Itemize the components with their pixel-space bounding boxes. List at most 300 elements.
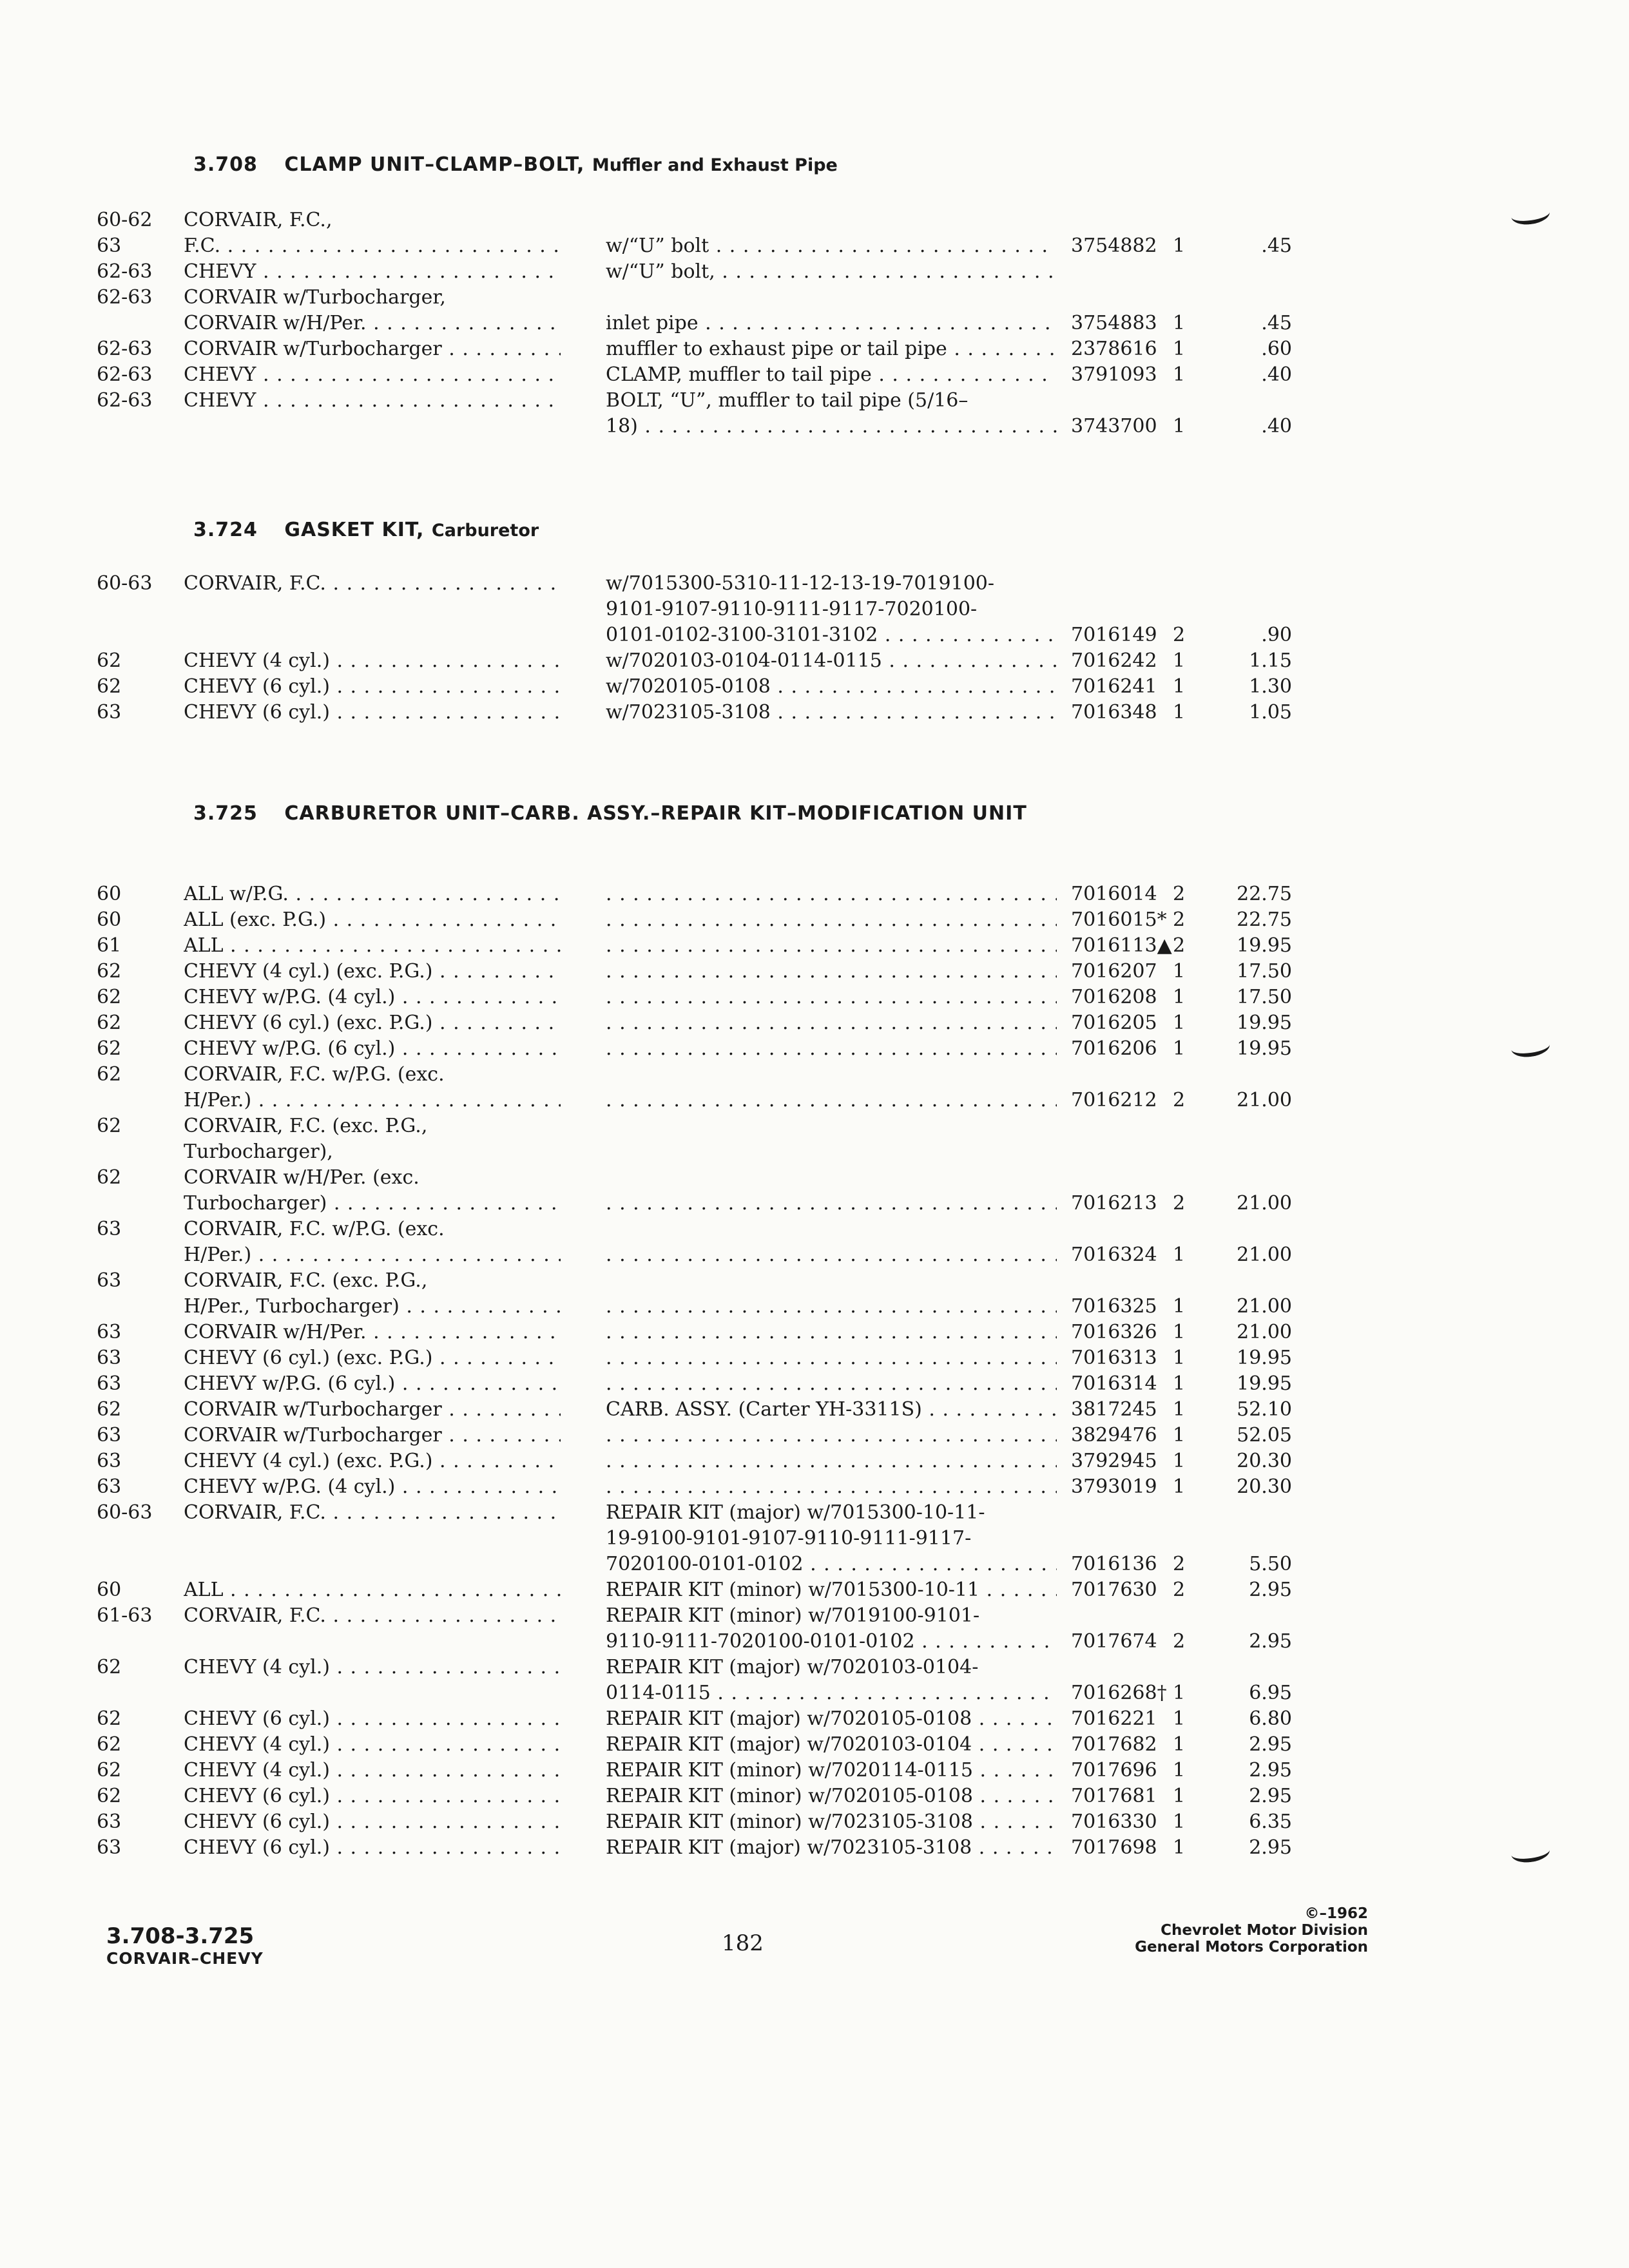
part-number: 7016206 <box>1071 1037 1157 1060</box>
part-description <box>606 1242 1057 1268</box>
table-row <box>0 1809 1629 1835</box>
model-year: 62 <box>97 986 122 1008</box>
model-year: 62-63 <box>97 338 153 360</box>
section-heading: GASKET KIT, <box>284 519 425 541</box>
model-year: 62 <box>97 960 122 983</box>
part-number: 7016212 <box>1071 1089 1157 1111</box>
price: 21.00 <box>1237 1244 1292 1266</box>
section-rows-3724 <box>0 571 1629 726</box>
quantity: 1 <box>1173 1811 1186 1833</box>
part-description: REPAIR KIT (minor) w/7019100-9101- <box>606 1604 980 1627</box>
applicable-model: CORVAIR, F.C. w/P.G. (exc. <box>184 1063 445 1086</box>
applicable-model: CORVAIR, F.C. . . . <box>184 1603 561 1629</box>
quantity: 1 <box>1173 363 1186 386</box>
table-row <box>0 362 1629 388</box>
part-number: 7017696 <box>1071 1759 1157 1782</box>
table-row <box>0 1474 1629 1500</box>
table-row <box>0 1423 1629 1448</box>
quantity: 1 <box>1173 415 1186 437</box>
section-subheading: Carburetor <box>431 521 539 541</box>
part-number: 3829476 <box>1071 1424 1157 1446</box>
part-number: 7017630 <box>1071 1579 1157 1601</box>
part-description <box>606 1448 1057 1474</box>
applicable-model: CHEVY (6 cyl.) . . . <box>184 1706 561 1732</box>
table-row <box>0 388 1629 439</box>
price: 19.95 <box>1237 1372 1292 1395</box>
model-year: 60-63 <box>97 1501 153 1524</box>
applicable-model: CHEVY (6 cyl.) (exc. P.G.) . . . <box>184 1345 561 1371</box>
section-title-3708 <box>193 153 838 176</box>
part-number: 7016113▲ <box>1071 934 1172 957</box>
section-subheading: Muffler and Exhaust Pipe <box>592 155 838 175</box>
table-row <box>0 233 1629 259</box>
table-row <box>0 259 1629 285</box>
quantity: 2 <box>1173 1192 1186 1215</box>
quantity: 1 <box>1173 1398 1186 1421</box>
price: .45 <box>1261 312 1292 334</box>
price: 21.00 <box>1237 1295 1292 1318</box>
model-year: 63 <box>97 1424 122 1446</box>
price: 19.95 <box>1237 1037 1292 1060</box>
applicable-model: CORVAIR, F.C. w/P.G. (exc. <box>184 1218 445 1240</box>
section-heading: CARBURETOR UNIT–CARB. ASSY.–REPAIR KIT–MODIFICATION UNIT <box>284 802 1027 825</box>
price: 17.50 <box>1237 986 1292 1008</box>
model-year: 61 <box>97 934 122 957</box>
copyright-notice: ©–1962 <box>1304 1905 1368 1922</box>
part-number: 7016324 <box>1071 1244 1157 1266</box>
price: 20.30 <box>1237 1450 1292 1472</box>
price: 1.15 <box>1249 649 1292 672</box>
quantity: 2 <box>1173 883 1186 905</box>
price: 1.05 <box>1249 701 1292 724</box>
table-row <box>0 1706 1629 1732</box>
table-row <box>0 1732 1629 1758</box>
part-description: w/7020103-0104-0114-0115 . . . <box>606 648 1057 674</box>
price: 22.75 <box>1237 908 1292 931</box>
table-row <box>0 1320 1629 1345</box>
part-description <box>606 933 1057 959</box>
applicable-model: CHEVY (6 cyl.) . . . <box>184 1783 561 1809</box>
applicable-model: CORVAIR, F.C., <box>184 209 333 231</box>
model-year: 62 <box>97 1707 122 1730</box>
part-description: inlet pipe . . . <box>606 311 1057 336</box>
quantity: 2 <box>1173 624 1186 646</box>
quantity: 1 <box>1173 1836 1186 1859</box>
part-description <box>606 1268 1057 1294</box>
quantity: 1 <box>1173 1785 1186 1807</box>
quantity: 1 <box>1173 1707 1186 1730</box>
table-row <box>0 1345 1629 1371</box>
table-row <box>0 1603 1629 1655</box>
table-row <box>0 1216 1629 1268</box>
quantity: 2 <box>1173 934 1186 957</box>
part-description: 19-9100-9101-9107-9110-9111-9117- <box>606 1527 972 1550</box>
quantity: 1 <box>1173 312 1186 334</box>
model-year: 63 <box>97 1836 122 1859</box>
price: 2.95 <box>1249 1630 1292 1653</box>
model-year: 62-63 <box>97 363 153 386</box>
part-description <box>606 1294 1057 1320</box>
section-rows-3725 <box>0 881 1629 1861</box>
part-number: 7016242 <box>1071 649 1157 672</box>
part-description <box>606 1474 1057 1500</box>
applicable-model: ALL . . . <box>184 933 561 959</box>
model-year: 63 <box>97 1372 122 1395</box>
model-year: 60 <box>97 908 122 931</box>
part-number: 7016205 <box>1071 1012 1157 1034</box>
quantity: 1 <box>1173 1372 1186 1395</box>
part-description: REPAIR KIT (major) w/7020105-0108 . . . <box>606 1706 1057 1732</box>
part-description: REPAIR KIT (major) w/7020103-0104- <box>606 1656 979 1678</box>
price: 2.95 <box>1249 1579 1292 1601</box>
applicable-model: Turbocharger) . . . <box>184 1191 561 1216</box>
model-year: 62-63 <box>97 389 153 412</box>
model-year: 62 <box>97 1733 122 1756</box>
quantity: 2 <box>1173 1630 1186 1653</box>
table-row <box>0 1655 1629 1706</box>
section-number: 3.708 <box>193 153 258 176</box>
price: 2.95 <box>1249 1733 1292 1756</box>
part-description <box>606 1088 1057 1113</box>
table-row <box>0 1062 1629 1113</box>
model-year: 62 <box>97 1398 122 1421</box>
part-number: 3754882 <box>1071 235 1157 257</box>
part-number: 7016221 <box>1071 1707 1157 1730</box>
model-year: 63 <box>97 1269 122 1292</box>
part-description <box>606 1165 1057 1191</box>
applicable-model: CORVAIR, F.C. (exc. P.G., <box>184 1115 428 1137</box>
price: 19.95 <box>1237 1347 1292 1369</box>
table-row <box>0 959 1629 985</box>
table-row <box>0 1397 1629 1423</box>
price: 52.10 <box>1237 1398 1292 1421</box>
applicable-model: CORVAIR w/Turbocharger . . . <box>184 1397 561 1423</box>
model-year: 63 <box>97 1811 122 1833</box>
part-number: 7016325 <box>1071 1295 1157 1318</box>
section-number: 3.724 <box>193 519 258 541</box>
price: 19.95 <box>1237 934 1292 957</box>
table-row <box>0 336 1629 362</box>
table-row <box>0 207 1629 233</box>
footer-series: CORVAIR–CHEVY <box>106 1949 264 1968</box>
table-row <box>0 648 1629 674</box>
applicable-model: CORVAIR w/Turbocharger . . . <box>184 336 561 362</box>
part-number: 3793019 <box>1071 1475 1157 1498</box>
part-description: REPAIR KIT (minor) w/7023105-3108 . . . <box>606 1809 1057 1835</box>
applicable-model: H/Per.) . . . <box>184 1088 561 1113</box>
price: .60 <box>1261 338 1292 360</box>
quantity: 2 <box>1173 1089 1186 1111</box>
part-number: 7016207 <box>1071 960 1157 983</box>
part-number: 7016149 <box>1071 624 1157 646</box>
price: 2.95 <box>1249 1836 1292 1859</box>
applicable-model: ALL . . . <box>184 1577 561 1603</box>
model-year: 63 <box>97 1321 122 1343</box>
price: 19.95 <box>1237 1012 1292 1034</box>
applicable-model: CHEVY . . . <box>184 362 561 388</box>
applicable-model: CHEVY (4 cyl.) . . . <box>184 1732 561 1758</box>
part-description: CARB. ASSY. (Carter YH-3311S) . . . <box>606 1397 1057 1423</box>
part-number: 7016326 <box>1071 1321 1157 1343</box>
part-number: 7016268† <box>1071 1682 1167 1704</box>
price: 22.75 <box>1237 883 1292 905</box>
section-title-3724 <box>193 519 539 541</box>
part-number: 7016014 <box>1071 883 1157 905</box>
table-row <box>0 1577 1629 1603</box>
model-year: 62 <box>97 1166 122 1189</box>
part-description <box>606 985 1057 1010</box>
part-number: 3754883 <box>1071 312 1157 334</box>
model-year: 63 <box>97 1450 122 1472</box>
footer-right <box>1135 1905 1368 1956</box>
table-row <box>0 1758 1629 1783</box>
applicable-model: CORVAIR w/H/Per. (exc. <box>184 1166 419 1189</box>
table-row <box>0 985 1629 1010</box>
applicable-model: CHEVY w/P.G. (6 cyl.) . . . <box>184 1036 561 1062</box>
applicable-model: CORVAIR, F.C. . . . <box>184 1500 561 1526</box>
quantity: 1 <box>1173 1012 1186 1034</box>
quantity: 1 <box>1173 235 1186 257</box>
price: 1.30 <box>1249 675 1292 698</box>
quantity: 1 <box>1173 1475 1186 1498</box>
part-description <box>606 1036 1057 1062</box>
model-year: 62 <box>97 1785 122 1807</box>
applicable-model: CORVAIR w/H/Per. . . . <box>184 311 561 336</box>
quantity: 1 <box>1173 1037 1186 1060</box>
applicable-model: ALL (exc. P.G.) . . . <box>184 907 561 933</box>
quantity: 2 <box>1173 908 1186 931</box>
part-number: 7016313 <box>1071 1347 1157 1369</box>
applicable-model: CHEVY (4 cyl.) (exc. P.G.) . . . <box>184 959 561 985</box>
section-number: 3.725 <box>193 802 258 825</box>
model-year: 60 <box>97 883 122 905</box>
quantity: 1 <box>1173 1295 1186 1318</box>
quantity: 2 <box>1173 1579 1186 1601</box>
price: 52.05 <box>1237 1424 1292 1446</box>
model-year: 63 <box>97 1347 122 1369</box>
section-rows-3708 <box>0 207 1629 439</box>
price: 17.50 <box>1237 960 1292 983</box>
quantity: 1 <box>1173 1450 1186 1472</box>
table-row <box>0 1165 1629 1216</box>
quantity: 1 <box>1173 701 1186 724</box>
applicable-model: CHEVY (6 cyl.) . . . <box>184 1835 561 1861</box>
model-year: 62 <box>97 1115 122 1137</box>
part-description: REPAIR KIT (major) w/7023105-3108 . . . <box>606 1835 1057 1861</box>
model-year: 60 <box>97 1579 122 1601</box>
applicable-model: CHEVY (4 cyl.) . . . <box>184 648 561 674</box>
part-number: 3817245 <box>1071 1398 1157 1421</box>
applicable-model: CORVAIR w/Turbocharger, <box>184 286 446 309</box>
quantity: 1 <box>1173 1347 1186 1369</box>
quantity: 1 <box>1173 338 1186 360</box>
model-year: 61-63 <box>97 1604 153 1627</box>
part-number: 7016208 <box>1071 986 1157 1008</box>
applicable-model: ALL w/P.G. . . . <box>184 881 561 907</box>
applicable-model: Turbocharger), <box>184 1140 333 1163</box>
table-row <box>0 907 1629 933</box>
applicable-model: CHEVY (4 cyl.) . . . <box>184 1758 561 1783</box>
part-number: 7016348 <box>1071 701 1157 724</box>
part-description: REPAIR KIT (minor) w/7015300-10-11 . . . <box>606 1577 1057 1603</box>
quantity: 1 <box>1173 1733 1186 1756</box>
price: 2.95 <box>1249 1759 1292 1782</box>
part-description <box>606 881 1057 907</box>
price: 20.30 <box>1237 1475 1292 1498</box>
applicable-model: CHEVY (6 cyl.) (exc. P.G.) . . . <box>184 1010 561 1036</box>
applicable-model: CHEVY w/P.G. (6 cyl.) . . . <box>184 1371 561 1397</box>
part-description: REPAIR KIT (major) w/7015300-10-11- <box>606 1501 985 1524</box>
applicable-model: CHEVY w/P.G. (4 cyl.) . . . <box>184 985 561 1010</box>
table-row <box>0 285 1629 336</box>
applicable-model: CHEVY (6 cyl.) . . . <box>184 700 561 726</box>
applicable-model: CHEVY (4 cyl.) . . . <box>184 1655 561 1680</box>
price: 2.95 <box>1249 1785 1292 1807</box>
table-row <box>0 1500 1629 1577</box>
applicable-model: CORVAIR, F.C. (exc. P.G., <box>184 1269 428 1292</box>
model-year: 62 <box>97 1037 122 1060</box>
applicable-model: CORVAIR, F.C. . . . <box>184 571 561 597</box>
part-description <box>606 907 1057 933</box>
quantity: 1 <box>1173 960 1186 983</box>
table-row <box>0 1448 1629 1474</box>
quantity: 1 <box>1173 1682 1186 1704</box>
quantity: 1 <box>1173 1321 1186 1343</box>
table-row <box>0 881 1629 907</box>
model-year: 63 <box>97 1475 122 1498</box>
part-number: 2378616 <box>1071 338 1157 360</box>
part-description: w/7015300-5310-11-12-13-19-7019100- <box>606 572 995 595</box>
price: .45 <box>1261 235 1292 257</box>
applicable-model: F.C. . . . <box>184 233 561 259</box>
part-description <box>606 1371 1057 1397</box>
price: 6.80 <box>1249 1707 1292 1730</box>
footer-left <box>106 1923 264 1968</box>
applicable-model: CHEVY . . . <box>184 388 561 414</box>
part-description <box>606 1216 1057 1242</box>
table-row <box>0 1010 1629 1036</box>
part-number: 7016314 <box>1071 1372 1157 1395</box>
part-description: muffler to exhaust pipe or tail pipe . . . <box>606 336 1057 362</box>
table-row <box>0 1835 1629 1861</box>
part-description: BOLT, “U”, muffler to tail pipe (5/16– <box>606 389 969 412</box>
part-description: REPAIR KIT (major) w/7020103-0104 . . . <box>606 1732 1057 1758</box>
applicable-model: CHEVY (4 cyl.) (exc. P.G.) . . . <box>184 1448 561 1474</box>
part-description: w/“U” bolt, . . . <box>606 259 1057 285</box>
model-year: 62 <box>97 675 122 698</box>
part-number: 7016241 <box>1071 675 1157 698</box>
model-year: 62 <box>97 1759 122 1782</box>
part-description: 18) . . . <box>606 414 1057 439</box>
model-year: 62 <box>97 1656 122 1678</box>
model-year: 62 <box>97 1063 122 1086</box>
part-number: 7016330 <box>1071 1811 1157 1833</box>
part-description <box>606 1191 1057 1216</box>
price: .90 <box>1261 624 1292 646</box>
part-description <box>606 285 1057 311</box>
model-year: 62-63 <box>97 286 153 309</box>
page-number: 182 <box>722 1930 764 1956</box>
part-description <box>606 1062 1057 1088</box>
quantity: 1 <box>1173 1424 1186 1446</box>
part-description: 7020100-0101-0102 . . . <box>606 1552 1057 1577</box>
price: 6.35 <box>1249 1811 1292 1833</box>
price: 6.95 <box>1249 1682 1292 1704</box>
model-year: 62 <box>97 649 122 672</box>
part-number: 3791093 <box>1071 363 1157 386</box>
part-description: 9101-9107-9110-9111-9117-7020100- <box>606 598 978 620</box>
model-year: 62-63 <box>97 260 153 283</box>
part-description <box>606 1345 1057 1371</box>
applicable-model: CHEVY (6 cyl.) . . . <box>184 674 561 700</box>
quantity: 1 <box>1173 986 1186 1008</box>
part-number: 7017681 <box>1071 1785 1157 1807</box>
table-row <box>0 1268 1629 1320</box>
table-row <box>0 674 1629 700</box>
part-description: REPAIR KIT (minor) w/7020114-0115 . . . <box>606 1758 1057 1783</box>
model-year: 62 <box>97 1012 122 1034</box>
model-year: 60-63 <box>97 572 153 595</box>
applicable-model: CHEVY w/P.G. (4 cyl.) . . . <box>184 1474 561 1500</box>
model-year: 63 <box>97 235 122 257</box>
applicable-model: CHEVY (6 cyl.) . . . <box>184 1809 561 1835</box>
part-description: REPAIR KIT (minor) w/7020105-0108 . . . <box>606 1783 1057 1809</box>
quantity: 1 <box>1173 649 1186 672</box>
quantity: 2 <box>1173 1553 1186 1575</box>
table-row <box>0 1783 1629 1809</box>
model-year: 63 <box>97 1218 122 1240</box>
corporation-name: General Motors Corporation <box>1135 1939 1368 1956</box>
part-description <box>606 1320 1057 1345</box>
footer-section-range: 3.708-3.725 <box>106 1923 255 1949</box>
table-row <box>0 1036 1629 1062</box>
price: 5.50 <box>1249 1553 1292 1575</box>
table-row <box>0 933 1629 959</box>
applicable-model: CORVAIR w/Turbocharger . . . <box>184 1423 561 1448</box>
applicable-model: CORVAIR w/H/Per. . . . <box>184 1320 561 1345</box>
part-description: w/7023105-3108 . . . <box>606 700 1057 726</box>
division-name: Chevrolet Motor Division <box>1161 1922 1368 1939</box>
part-number: 3743700 <box>1071 415 1157 437</box>
quantity: 1 <box>1173 1759 1186 1782</box>
applicable-model: H/Per.) . . . <box>184 1242 561 1268</box>
applicable-model: H/Per., Turbocharger) . . . <box>184 1294 561 1320</box>
part-number: 7016015* <box>1071 908 1167 931</box>
part-description <box>606 1423 1057 1448</box>
part-description <box>606 1010 1057 1036</box>
part-number: 7017674 <box>1071 1630 1157 1653</box>
section-title-3725 <box>193 802 1027 825</box>
part-number: 7017698 <box>1071 1836 1157 1859</box>
part-description: 0114-0115 . . . <box>606 1680 1057 1706</box>
part-number: 3792945 <box>1071 1450 1157 1472</box>
part-number: 7017682 <box>1071 1733 1157 1756</box>
price: 21.00 <box>1237 1321 1292 1343</box>
price: .40 <box>1261 415 1292 437</box>
price: 21.00 <box>1237 1089 1292 1111</box>
price: 21.00 <box>1237 1192 1292 1215</box>
applicable-model: CHEVY . . . <box>184 259 561 285</box>
section-heading: CLAMP UNIT–CLAMP–BOLT, <box>284 153 585 176</box>
quantity: 1 <box>1173 1244 1186 1266</box>
part-description: w/7020105-0108 . . . <box>606 674 1057 700</box>
table-row <box>0 571 1629 648</box>
part-description: 9110-9111-7020100-0101-0102 . . . <box>606 1629 1057 1655</box>
price: .40 <box>1261 363 1292 386</box>
part-description: CLAMP, muffler to tail pipe . . . <box>606 362 1057 388</box>
part-number: 7016136 <box>1071 1553 1157 1575</box>
part-description: w/“U” bolt . . . <box>606 233 1057 259</box>
